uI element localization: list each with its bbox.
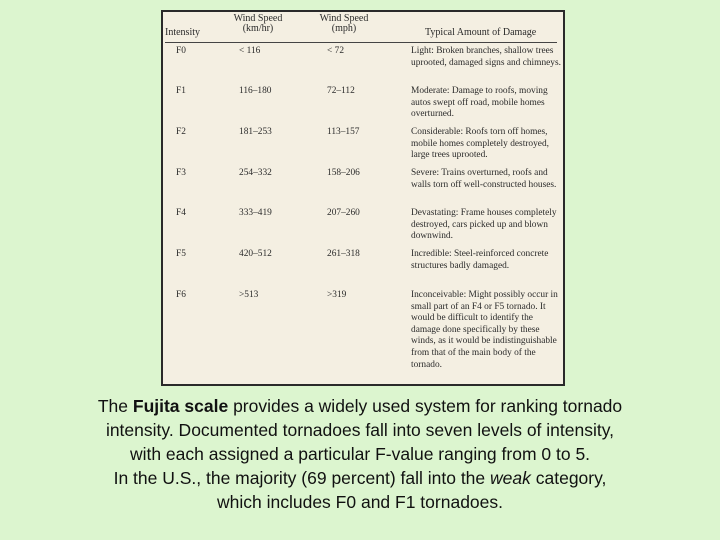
intensity-cell: F3	[176, 168, 186, 178]
mph-cell: 72–112	[327, 86, 355, 96]
header-mph	[311, 14, 377, 34]
kmh-cell: >513	[239, 290, 259, 300]
header-kmh-line1: Wind Speed	[233, 13, 283, 24]
damage-cell: Inconceivable: Might possibly occur in small part of an F4 or F5 tornado. It would be difficult to identify the damage done specifically by these winds, as it would be indistinguishable from that of the main body of the tornado.	[411, 290, 558, 370]
caption-line-4-pre: In the U.S., the majority (69 percent) fall into the	[113, 468, 491, 488]
caption-line-5: which includes F0 and F1 tornadoes.	[217, 492, 503, 512]
caption-weak-italic: weak	[490, 468, 531, 488]
damage-cell: Devastating: Frame houses completely destroyed, cars picked up and blown downwind.	[411, 208, 557, 242]
kmh-cell: < 116	[239, 46, 261, 56]
caption-line-1-post: provides a widely used system for ranking tornado	[228, 396, 623, 416]
header-kmh-line2: (km/hr)	[242, 23, 274, 34]
kmh-cell: 181–253	[239, 127, 272, 137]
kmh-cell: 116–180	[239, 86, 272, 96]
intensity-cell: F6	[176, 290, 186, 300]
intensity-cell: F4	[176, 208, 186, 218]
mph-cell: 113–157	[327, 127, 360, 137]
caption	[30, 394, 690, 514]
caption-line-1	[30, 394, 690, 418]
fujita-scale-table-image	[161, 10, 565, 386]
mph-cell: >319	[327, 290, 347, 300]
caption-line-4	[30, 466, 690, 490]
header-kmh	[225, 14, 291, 34]
damage-cell: Moderate: Damage to roofs, moving autos swept off road, mobile homes overturned.	[411, 86, 548, 120]
kmh-cell: 420–512	[239, 249, 272, 259]
mph-cell: < 72	[327, 46, 345, 56]
header-damage: Typical Amount of Damage	[425, 27, 537, 38]
caption-line-2: intensity. Documented tornadoes fall into seven levels of intensity,	[105, 420, 615, 440]
caption-line-1-pre: The	[97, 396, 133, 416]
caption-line-3: with each assigned a particular F-value ranging from 0 to 5.	[129, 444, 591, 464]
caption-line-4-post: category,	[530, 468, 607, 488]
mph-cell: 207–260	[327, 208, 360, 218]
header-divider	[165, 42, 557, 43]
damage-cell: Light: Broken branches, shallow trees uprooted, damaged signs and chimneys.	[411, 46, 561, 68]
damage-cell: Severe: Trains overturned, roofs and walls torn off well-constructed houses.	[411, 168, 557, 190]
intensity-cell: F1	[176, 86, 186, 96]
damage-cell: Incredible: Steel-reinforced concrete structures badly damaged.	[411, 249, 549, 271]
header-intensity: Intensity	[165, 27, 200, 38]
kmh-cell: 333–419	[239, 208, 272, 218]
kmh-cell: 254–332	[239, 168, 272, 178]
damage-cell: Considerable: Roofs torn off homes, mobile homes completely destroyed, large trees uprooted.	[411, 127, 549, 161]
intensity-cell: F2	[176, 127, 186, 137]
intensity-cell: F5	[176, 249, 186, 259]
mph-cell: 158–206	[327, 168, 360, 178]
header-mph-line2: (mph)	[331, 23, 357, 34]
caption-fujita-scale-bold: Fujita scale	[132, 396, 229, 416]
intensity-cell: F0	[176, 46, 186, 56]
header-mph-line1: Wind Speed	[319, 13, 369, 24]
mph-cell: 261–318	[327, 249, 360, 259]
